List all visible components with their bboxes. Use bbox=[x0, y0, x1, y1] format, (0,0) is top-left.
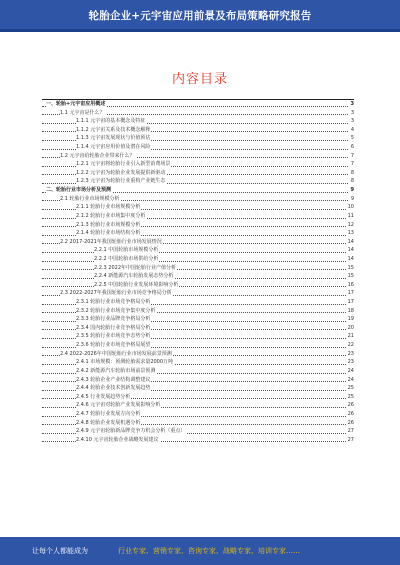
toc-entry-title: 2.3.2 轮胎行业市场竞争集中度分析 bbox=[76, 307, 156, 314]
toc-entry-page: 3 bbox=[350, 101, 354, 107]
toc-entry[interactable] bbox=[42, 401, 354, 410]
toc-entry-page: 26 bbox=[347, 419, 354, 426]
toc-entry-title: 2.2.4 新能源汽车轮胎发展态势分析 bbox=[94, 273, 174, 280]
toc-entry-page: 6 bbox=[350, 144, 354, 151]
toc-entry-title: 1.2.2 元宇宙为轮胎企业发展提供新驱动 bbox=[76, 169, 166, 176]
toc-entry-page: 27 bbox=[347, 428, 354, 435]
toc-entry[interactable] bbox=[42, 100, 354, 109]
toc-entry[interactable] bbox=[42, 177, 354, 186]
toc-entry-page: 14 bbox=[347, 247, 354, 254]
toc-entry-page: 22 bbox=[347, 342, 354, 349]
toc-entry-page: 7 bbox=[350, 152, 354, 159]
toc-entry-title: 2.4 2022-2026年中国轮胎行业市场发展前景预测 bbox=[60, 350, 172, 357]
toc-entry[interactable] bbox=[42, 350, 354, 359]
toc-entry[interactable] bbox=[42, 376, 354, 385]
toc-entry[interactable] bbox=[42, 427, 354, 436]
toc-entry-title: 2.4.5 行业发展趋势分析 bbox=[76, 393, 131, 400]
toc-entry-page: 25 bbox=[347, 385, 354, 392]
toc-entry[interactable] bbox=[42, 246, 354, 255]
toc-entry[interactable] bbox=[42, 419, 354, 428]
toc-entry-title: 一、轮胎+元宇宙应用概述 bbox=[46, 101, 106, 107]
toc-entry-page: 26 bbox=[347, 410, 354, 417]
toc-entry[interactable] bbox=[42, 134, 354, 143]
footer-banner bbox=[0, 537, 400, 565]
toc-entry-page: 17 bbox=[347, 299, 354, 306]
toc-entry-page: 8 bbox=[350, 178, 354, 185]
toc-entry-page: 4 bbox=[350, 126, 354, 133]
toc-entry[interactable] bbox=[42, 117, 354, 126]
toc-entry[interactable] bbox=[42, 367, 354, 376]
toc-entry-page: 15 bbox=[347, 273, 354, 280]
toc-entry-title: 2.1.1 轮胎行业市场规模分析 bbox=[76, 204, 141, 211]
toc-entry-page: 17 bbox=[347, 290, 354, 297]
toc-entry-page: 24 bbox=[347, 367, 354, 374]
toc-entry-page: 24 bbox=[347, 376, 354, 383]
toc-leader-dots bbox=[42, 278, 348, 279]
toc-entry-title: 1.2.1 元宇宙将轮胎行业引入新型消费场景 bbox=[76, 161, 171, 168]
report-header-banner bbox=[0, 0, 400, 32]
toc-entry-title: 1.1.3 元宇宙发展现状与价值预估 bbox=[76, 135, 151, 142]
toc-entry-title: 2.4.1 市场规模：预测轮胎需求量2000万吨 bbox=[76, 359, 174, 366]
toc-entry-page: 14 bbox=[347, 238, 354, 245]
toc-leader-dots bbox=[42, 269, 348, 270]
toc-entry-page: 20 bbox=[347, 324, 354, 331]
toc-entry-title: 2.4.9 元宇宙轮胎新品牌竞争力机会分析（重点） bbox=[76, 428, 186, 435]
toc-heading: 内容目录 bbox=[171, 72, 228, 87]
toc-entry[interactable] bbox=[42, 315, 354, 324]
toc-entry[interactable] bbox=[42, 281, 354, 290]
toc-entry-title: 2.1.2 轮胎行业市场集中度分析 bbox=[76, 212, 146, 219]
toc-entry-page: 3 bbox=[350, 109, 354, 116]
toc-entry[interactable] bbox=[42, 126, 354, 135]
toc-entry-title: 二、轮胎行业市场分析及预测 bbox=[46, 187, 112, 194]
toc-entry-title: 1.1 元宇宙是什么？ bbox=[60, 109, 105, 116]
header-stripe bbox=[0, 29, 400, 32]
toc-entry-page: 23 bbox=[347, 359, 354, 366]
toc-entry-title: 2.4.3 轮胎企业产业结构调整建议 bbox=[76, 376, 151, 383]
toc-entry[interactable] bbox=[42, 341, 354, 350]
toc-entry[interactable] bbox=[42, 358, 354, 367]
toc-entry-page: 26 bbox=[347, 402, 354, 409]
toc-entry[interactable] bbox=[42, 186, 354, 195]
toc-entry-title: 1.2.3 元宇宙为轮胎行业重构产业链生态 bbox=[76, 178, 166, 185]
toc-entry-page: 18 bbox=[347, 307, 354, 314]
toc-entry[interactable] bbox=[42, 393, 354, 402]
toc-entry[interactable] bbox=[42, 307, 354, 316]
toc-entry-page: 5 bbox=[350, 135, 354, 142]
toc-entry-page: 13 bbox=[347, 230, 354, 237]
toc-entry-title: 2.3.3 轮胎行业品牌竞争格局分析 bbox=[76, 316, 151, 323]
footer-roles: 行业专家、营销专家、咨询专家、战略专家、培训专家…… bbox=[118, 547, 300, 555]
toc-entry-title: 2.3 2022-2027年我国轮胎行业市场竞争格局分析 bbox=[60, 290, 172, 297]
toc-entry-title: 2.2.5 中国轮胎行业发展环境影响分析 bbox=[94, 281, 179, 288]
toc-entry-title: 2.2 2017-2021年我国轮胎行业市场发展情况 bbox=[60, 238, 162, 245]
toc-entry-title: 2.3.4 国内轮胎行业竞争格局分析 bbox=[76, 324, 151, 331]
toc-entry-title: 2.2.1 中国轮胎市场规模分析 bbox=[94, 247, 159, 254]
toc-entry[interactable] bbox=[42, 289, 354, 298]
toc-entry[interactable] bbox=[42, 109, 354, 118]
toc-entry-page: 11 bbox=[347, 212, 354, 219]
toc-entry[interactable] bbox=[42, 160, 354, 169]
toc-entry-title: 1.1.2 元宇宙关系及技术概念解释 bbox=[76, 126, 151, 133]
toc-entry[interactable] bbox=[42, 298, 354, 307]
toc-entry-page: 19 bbox=[347, 316, 354, 323]
toc-entry-title: 1.2 元宇宙给轮胎企业带来什么？ bbox=[60, 152, 135, 159]
toc-entry-title: 2.1.3 轮胎行业市场规模分析 bbox=[76, 221, 141, 228]
toc-entry-title: 2.4.4 轮胎企业技术创新发展趋势 bbox=[76, 385, 151, 392]
toc-entry-page: 14 bbox=[347, 255, 354, 262]
toc-entry[interactable] bbox=[42, 264, 354, 273]
toc-leader-dots bbox=[42, 286, 348, 287]
toc-entry-title: 2.2.2 中国轮胎市场供给分析 bbox=[94, 255, 159, 262]
toc-entry-page: 10 bbox=[347, 204, 354, 211]
toc-entry[interactable] bbox=[42, 238, 354, 247]
toc-entry-title: 2.3.6 轮胎行业市场竞争格局展望 bbox=[76, 342, 151, 349]
toc-entry-title: 2.4.6 元宇宙对轮胎产业发展影响分析 bbox=[76, 402, 161, 409]
toc-entry[interactable] bbox=[42, 195, 354, 204]
toc-entry-title: 2.2.3 2022年中国轮胎行业产值分析 bbox=[94, 264, 177, 271]
toc-entry-page: 27 bbox=[347, 436, 354, 443]
toc-entry-title: 2.3.5 轮胎行业市场竞争态势分析 bbox=[76, 333, 151, 340]
toc-entry-title: 1.1.4 元宇宙应用价值及潜在风险 bbox=[76, 144, 151, 151]
toc-entry[interactable] bbox=[42, 152, 354, 161]
toc-entry-page: 23 bbox=[347, 350, 354, 357]
toc-entry-page: 12 bbox=[347, 221, 354, 228]
toc-entry-title: 2.4.10 元宇宙轮胎企业战略发展建议 bbox=[76, 436, 159, 443]
toc-leader-dots bbox=[42, 261, 348, 262]
toc-entry-page: 3 bbox=[350, 118, 354, 125]
toc-entry-page: 9 bbox=[350, 187, 354, 194]
toc-entry[interactable] bbox=[42, 384, 354, 393]
toc-entry-title: 2.3.1 轮胎行业市场竞争格局分析 bbox=[76, 299, 151, 306]
toc-entry-page: 9 bbox=[350, 195, 354, 202]
toc-entry-page: 16 bbox=[347, 281, 354, 288]
toc-entry-title: 2.1 轮胎行业市场规模分析 bbox=[60, 195, 120, 202]
toc-entry[interactable] bbox=[42, 229, 354, 238]
toc-entry-page: 8 bbox=[350, 169, 354, 176]
toc-entry-title: 2.4.7 轮胎行业发展方向分析 bbox=[76, 410, 141, 417]
toc-entry[interactable] bbox=[42, 143, 354, 152]
toc-entry-title: 1.1.1 元宇宙的基本概念及特征 bbox=[76, 118, 146, 125]
toc-entry[interactable] bbox=[42, 272, 354, 281]
toc-entry[interactable] bbox=[42, 410, 354, 419]
report-title: 轮胎企业+元宇宙应用前景及布局策略研究报告 bbox=[88, 10, 312, 22]
toc-entry-page: 21 bbox=[347, 333, 354, 340]
toc-entry[interactable] bbox=[42, 169, 354, 178]
toc-entry-page: 15 bbox=[347, 264, 354, 271]
toc-entry[interactable] bbox=[42, 332, 354, 341]
toc-entry[interactable] bbox=[42, 212, 354, 221]
toc-entry-page: 25 bbox=[347, 393, 354, 400]
toc-entry-title: 2.4.8 轮胎企业发展机遇分析 bbox=[76, 419, 141, 426]
toc-entry[interactable] bbox=[42, 324, 354, 333]
toc-entry-page: 7 bbox=[350, 161, 354, 168]
toc-leader-dots bbox=[42, 252, 348, 253]
footer-slogan: 让每个人都能成为 bbox=[32, 547, 88, 555]
toc-entry[interactable] bbox=[42, 436, 354, 445]
toc-entry-title: 2.1.4 轮胎行业市场结构分析 bbox=[76, 230, 141, 237]
table-of-contents bbox=[42, 100, 354, 444]
toc-entry[interactable] bbox=[42, 203, 354, 212]
toc-entry[interactable] bbox=[42, 255, 354, 264]
toc-entry-title: 2.4.2 新能源汽车轮胎市场前景预测 bbox=[76, 367, 156, 374]
toc-entry[interactable] bbox=[42, 221, 354, 230]
